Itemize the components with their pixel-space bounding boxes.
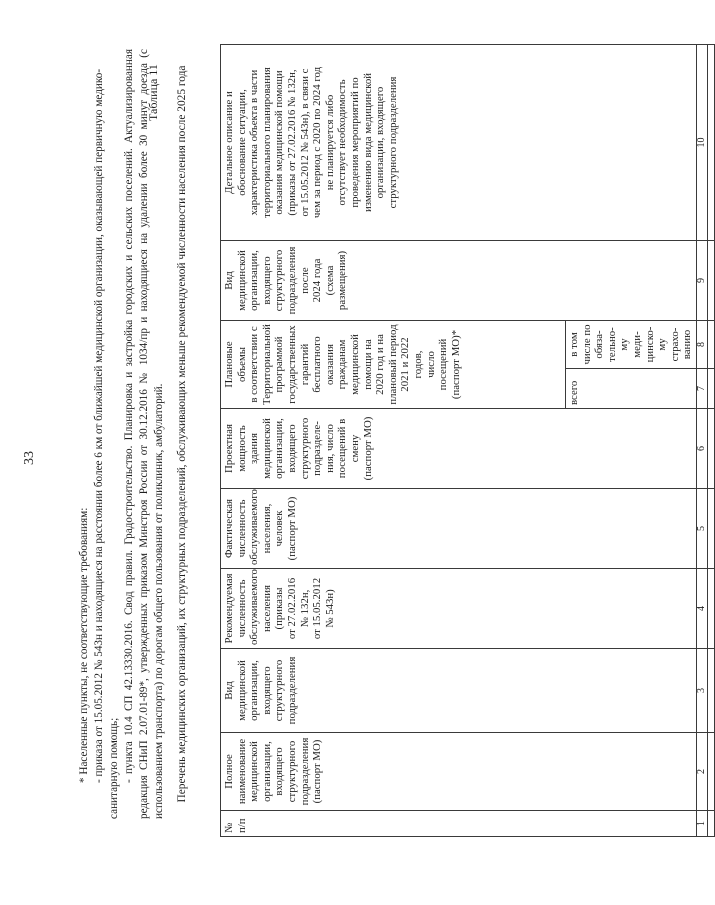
empty-cell bbox=[707, 321, 714, 369]
column-number: 1 bbox=[696, 811, 707, 837]
page-number: 33 bbox=[22, 451, 37, 465]
header-detailed-description: Детальное описание и обоснование ситуации, характеристика объекта в части территориального планирования оказания медицинской помощи (приказы от 27.02.2016 № 132н, от 15.05.2012 № 543н), в связи с чем за период с 2020 по 2024 год не планируется либо отсутствует необходимость проведения мероприятий по изменению вида медицинской организации, входящего структурного подразделения bbox=[221, 45, 697, 241]
empty-cell bbox=[707, 733, 714, 811]
column-number: 7 bbox=[696, 369, 707, 409]
empty-cell bbox=[707, 45, 714, 241]
column-number: 4 bbox=[696, 569, 707, 649]
empty-cell bbox=[707, 489, 714, 569]
header-oms: в том числе по обяза- тельно- му меди- цинско- му страхо- ванию bbox=[566, 321, 697, 369]
header-number: № п/п bbox=[221, 811, 697, 837]
medical-organizations-table bbox=[220, 44, 715, 837]
footnote-heading: * Населенные пункты, не соответствующие требованиям: bbox=[78, 507, 90, 783]
empty-cell bbox=[707, 369, 714, 409]
table-title: Перечень медицинских организаций, их структурных подразделений, обслуживающих меньше рекомендуемой численности населения после 2025 года bbox=[176, 65, 188, 803]
header-planned-volumes: Плановые объемы в соответствии с Территориальной программой государственных гарантий бесплатного оказания гражданам медицинской помощи на 2020 год и на плановый период 2021 и 2022 годов, число посещений (паспорт МО)* bbox=[221, 321, 566, 409]
column-numbers-row bbox=[696, 45, 707, 837]
column-number: 5 bbox=[696, 489, 707, 569]
column-number: 10 bbox=[696, 45, 707, 241]
column-number: 9 bbox=[696, 241, 707, 321]
empty-cell bbox=[707, 409, 714, 489]
footnotes bbox=[77, 49, 167, 819]
empty-cell bbox=[707, 649, 714, 733]
header-recommended-population: Рекомендуемая численность обслуживаемого населения (приказы от 27.02.2016 № 132н, от 15.05.2012 № 543н) bbox=[221, 569, 697, 649]
column-number: 6 bbox=[696, 409, 707, 489]
footnote-item: - пункта 10.4 СП 42.13330.2016. Свод правил. Градостроительство. Планировка и застройка городских и сельских поселений. Актуализированная редакция СНиП 2.07.01-89*, утвержденных приказом Минстроя России от 30.12.2016 № 1034/пр и находящиеся на удалении более 30 минут доезда (с использованием транспорта) по дорогам общего пользования от поликлиник, амбулаторий. bbox=[123, 49, 165, 819]
empty-cell bbox=[707, 811, 714, 837]
footnote-item: - приказа от 15.05.2012 № 543н и находящиеся на расстоянии более 6 км от ближайшей медицинской организации, оказывающей первичную медико-санитарную помощь; bbox=[93, 68, 120, 819]
header-design-capacity: Проектная мощность здания медицинской организации, входящего структурного подразделе- ния, число посещений в смену (паспорт МО) bbox=[221, 409, 697, 489]
empty-cell bbox=[707, 569, 714, 649]
empty-cell bbox=[707, 241, 714, 321]
header-actual-population: Фактическая численность обслуживаемого населения, человек (паспорт МО) bbox=[221, 489, 697, 569]
table-caption: Таблица 11 bbox=[146, 64, 160, 121]
column-number: 2 bbox=[696, 733, 707, 811]
table-header-row bbox=[221, 45, 566, 837]
column-number: 8 bbox=[696, 321, 707, 369]
header-total: всего bbox=[566, 369, 697, 409]
column-number: 3 bbox=[696, 649, 707, 733]
header-org-type-after-2024: Вид медицинской организации, входящего структурного подразделения после 2024 года (схема размещения) bbox=[221, 241, 697, 321]
header-org-type: Вид медицинской организации, входящего структурного подразделения bbox=[221, 649, 697, 733]
table-row-empty bbox=[707, 45, 714, 837]
header-full-name: Полное наименование медицинской организации, входящего структурного подразделения (паспорт МО) bbox=[221, 733, 697, 811]
